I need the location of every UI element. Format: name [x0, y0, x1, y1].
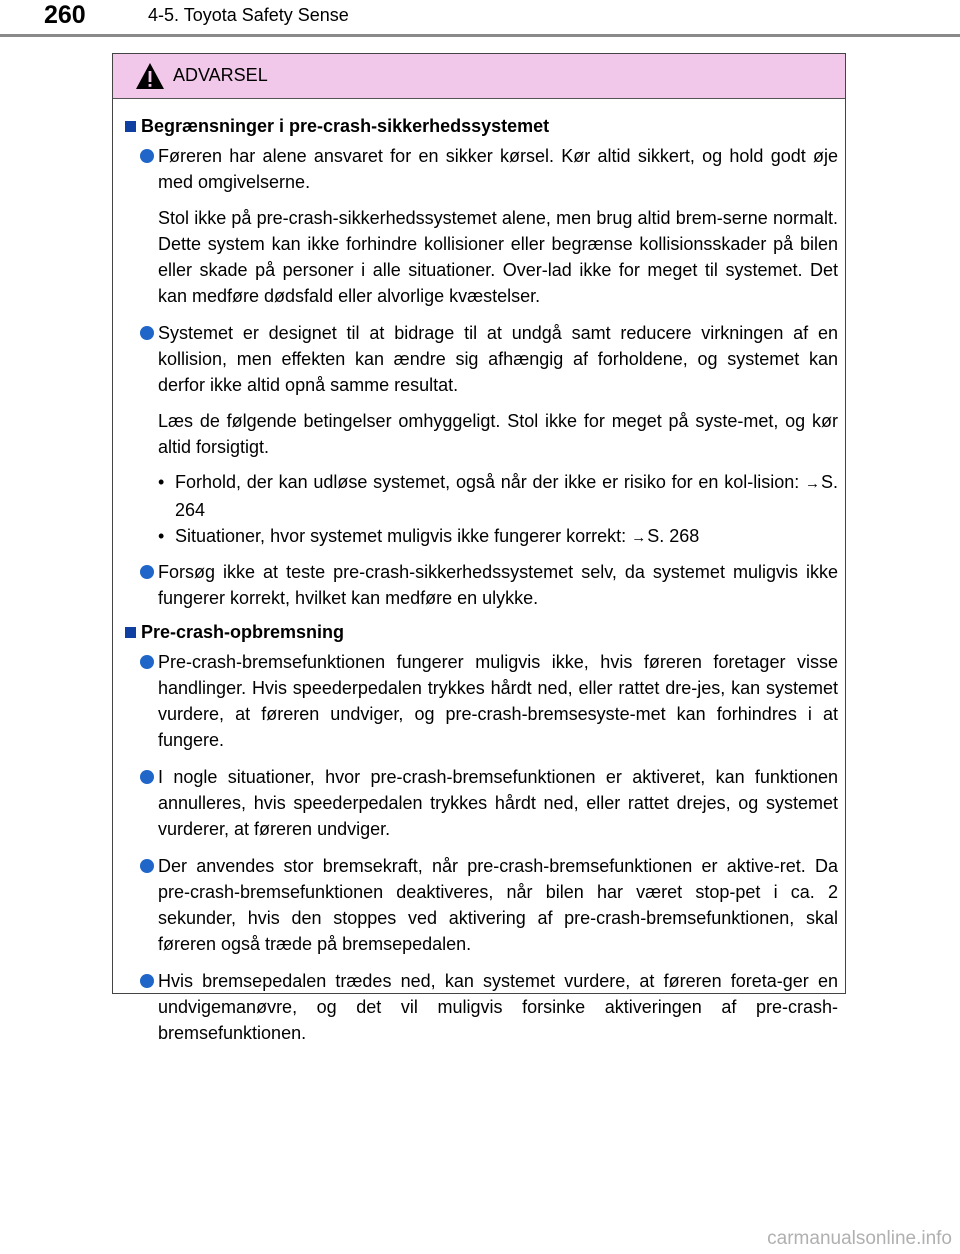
arrow-right-icon: → — [631, 529, 647, 546]
round-bullet-icon — [140, 565, 154, 579]
list-item — [123, 143, 838, 309]
list-item — [123, 559, 838, 611]
paragraph: Hvis bremsepedalen trædes ned, kan systemet vurdere, at føreren foreta-ger en undvigemanøvre, og det vil muligvis forsinke aktiveringen af pre-crash-bremsefunktionen. — [158, 971, 838, 1043]
round-bullet-icon — [140, 859, 154, 873]
paragraph: I nogle situationer, hvor pre-crash-bremsefunktionen er aktiveret, kan funktionen annulleres, hvis speederpedalen trykkes hårdt ned, eller rattet drejes, og systemet vurderer, at føreren undviger. — [158, 767, 838, 839]
page-reference-link[interactable]: S. 268 — [647, 526, 700, 546]
list-item — [123, 320, 838, 551]
paragraph: Systemet er designet til at bidrage til at undgå samt reducere virkningen af en kollision, men effekten kan ændre sig afhængig af forholdene, og systemet kan derfor ikke altid opnå samme resultat. — [158, 323, 838, 395]
section-heading — [123, 619, 838, 645]
sub-bullet-item — [158, 469, 838, 523]
paragraph: Læs de følgende betingelser omhyggeligt. Stol ikke for meget på syste-met, og kør altid forsigtigt. — [158, 411, 838, 457]
warning-content — [113, 99, 845, 1046]
round-bullet-icon — [140, 655, 154, 669]
list-item — [123, 764, 838, 842]
round-bullet-icon — [140, 974, 154, 988]
round-bullet-icon — [140, 326, 154, 340]
list-item — [123, 649, 838, 753]
section-heading — [123, 113, 838, 139]
warning-header — [113, 54, 845, 99]
watermark: carmanualsonline.info — [767, 1228, 952, 1249]
section-heading-text: Pre-crash-opbremsning — [141, 622, 345, 642]
page-header — [0, 0, 960, 40]
dot-bullet-icon: • — [158, 472, 165, 492]
section-heading-text: Begrænsninger i pre-crash-sikkerhedssystemet — [141, 116, 550, 136]
square-bullet-icon — [125, 627, 136, 638]
paragraph: Forsøg ikke at teste pre-crash-sikkerhedssystemet selv, da systemet muligvis ikke fungerer korrekt, hvilket kan medføre en ulykke. — [158, 562, 838, 608]
warning-triangle-icon — [135, 62, 165, 90]
sub-bullet-text: Forhold, der kan udløse systemet, også når der ikke er risiko for en kol-lision: — [175, 472, 805, 492]
arrow-right-icon: → — [804, 475, 820, 492]
list-item — [123, 968, 838, 1046]
sub-bullet-text: Situationer, hvor systemet muligvis ikke fungerer korrekt: — [175, 526, 632, 546]
paragraph: Stol ikke på pre-crash-sikkerhedssystemet alene, men brug altid brem-serne normalt. Dette system kan ikke forhindre kollisioner eller begrænse kollisionsskader på bilen eller skade på personer i alle situationer. Over-lad ikke for meget til systemet. Det kan medføre dødsfald eller alvorlige kvæstelser. — [158, 208, 838, 306]
warning-label: ADVARSEL — [173, 65, 268, 85]
paragraph: Der anvendes stor bremsekraft, når pre-crash-bremsefunktionen er aktive-ret. Da pre-crash-bremsefunktionen deaktiveres, når bilen har været stop-pet i ca. 2 sekunder, hvis den stoppes ved aktivering af pre-crash-bremsefunktionen, skal føreren også træde på bremsepedalen. — [158, 856, 838, 954]
round-bullet-icon — [140, 770, 154, 784]
list-item — [123, 853, 838, 957]
page-number: 260 — [44, 1, 86, 29]
square-bullet-icon — [125, 121, 136, 132]
round-bullet-icon — [140, 149, 154, 163]
dot-bullet-icon: • — [158, 526, 165, 546]
section-title: 4-5. Toyota Safety Sense — [148, 5, 349, 25]
paragraph: Føreren har alene ansvaret for en sikker kørsel. Kør altid sikkert, og hold godt øje med omgivelserne. — [158, 146, 838, 192]
page-reference-link[interactable]: S. 264 — [175, 472, 838, 520]
paragraph: Pre-crash-bremsefunktionen fungerer muligvis ikke, hvis føreren foretager visse handlinger. Hvis speederpedalen trykkes hårdt ned, eller rattet dre-jes, kan systemet vurdere, at føreren undviger, og pre-crash-bremsesyste-met kan forhindres i at fungere. — [158, 652, 838, 750]
sub-bullet-item — [158, 523, 838, 551]
header-divider — [0, 34, 960, 37]
warning-box — [112, 53, 846, 1043]
